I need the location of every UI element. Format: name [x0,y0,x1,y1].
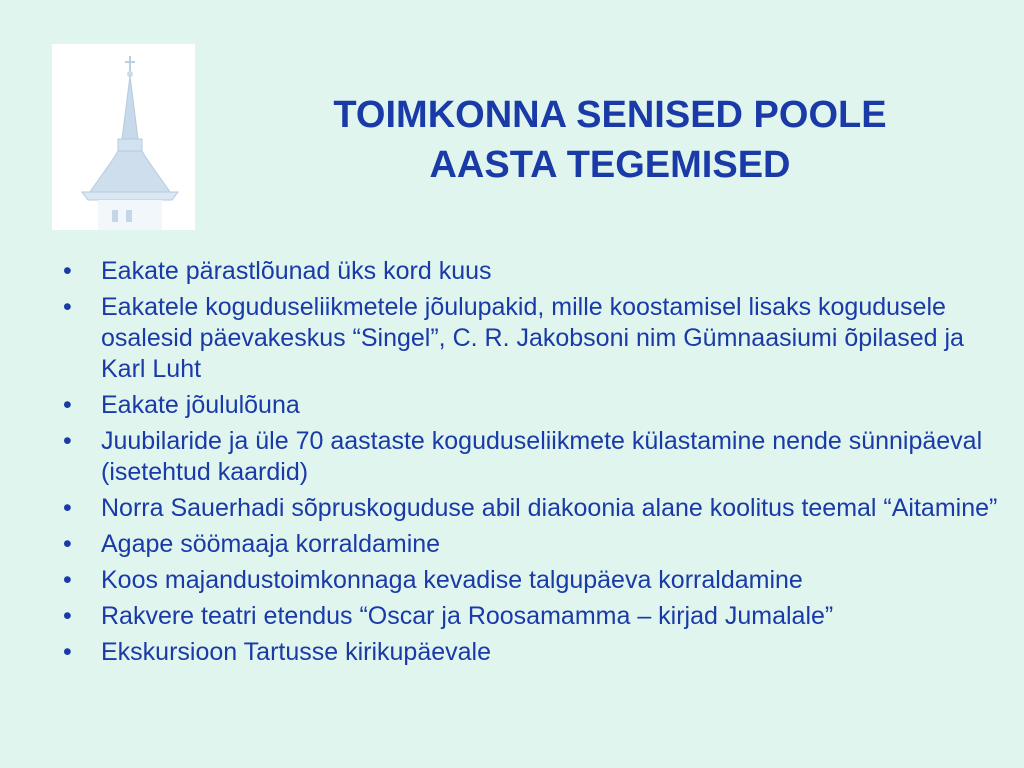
bullet-icon: • [63,566,72,594]
bullet-icon: • [63,638,72,666]
bullet-icon: • [63,494,72,522]
bullet-list [58,256,1008,673]
list-item-text: Rakvere teatri etendus “Oscar ja Roosamamma – kirjad Jumalale” [101,602,834,630]
list-item [58,529,1008,560]
bullet-icon: • [63,427,72,455]
list-item [58,601,1008,632]
list-item [58,426,1008,488]
list-item-text: Eakatele koguduseliikmetele jõulupakid, mille koostamisel lisaks kogudusele osalesid päevakeskus “Singel”, C. R. Jakobsoni nim Gümnaasiumi õpilased ja Karl Luht [101,293,964,383]
list-item [58,292,1008,385]
list-item [58,493,1008,524]
title-line-2: AASTA TEGEMISED [429,144,791,186]
list-item [58,565,1008,596]
page-title [230,90,990,190]
bullet-icon: • [63,257,72,285]
list-item [58,637,1008,668]
list-item [58,256,1008,287]
list-item-text: Koos majandustoimkonnaga kevadise talgupäeva korraldamine [101,566,803,594]
list-item-text: Ekskursioon Tartusse kirikupäevale [101,638,492,666]
list-item-text: Juubilaride ja üle 70 aastaste koguduseliikmete külastamine nende sünnipäeval (isetehtud kaardid) [101,427,983,486]
title-line-1: TOIMKONNA SENISED POOLE [333,94,887,136]
list-item-text: Eakate jõululõuna [101,391,300,419]
bullet-icon: • [63,391,72,419]
list-item [58,390,1008,421]
church-steeple-icon [52,44,195,230]
bullet-icon: • [63,293,72,321]
list-item-text: Norra Sauerhadi sõpruskoguduse abil diakoonia alane koolitus teemal “Aitamine” [101,494,998,522]
list-item-text: Agape söömaaja korraldamine [101,530,441,558]
bullet-icon: • [63,602,72,630]
list-item-text: Eakate pärastlõunad üks kord kuus [101,257,492,285]
bullet-icon: • [63,530,72,558]
